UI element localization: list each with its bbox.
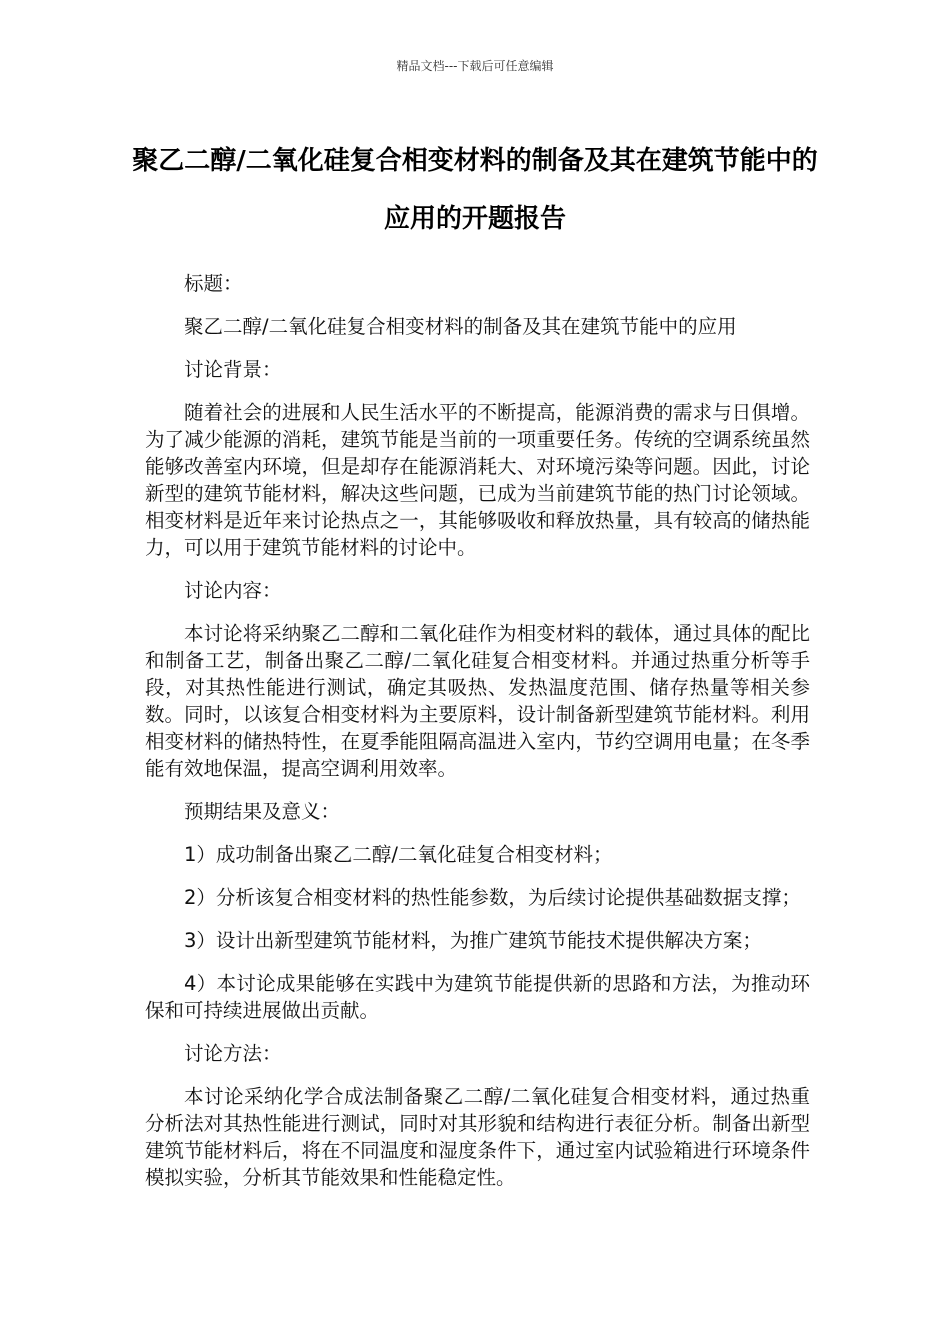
content-text: 本讨论将采纳聚乙二醇和二氧化硅作为相变材料的载体，通过具体的配比和制备工艺，制备出聚乙二醇/二氧化硅复合相变材料。并通过热重分析等手段，对其热性能进行测试，确定其吸热、发热温度范围、储存热量等相关参数。同时，以该复合相变材料为主要原料，设计制备新型建筑节能材料。利用相变材料的储热特性，在夏季能阻隔高温进入室内，节约空调用电量；在冬季能有效地保温，提高空调利用效率。 — [145, 622, 810, 780]
label-title: 标题： — [184, 272, 243, 295]
result-item-2: 2）分析该复合相变材料的热性能参数，为后续讨论提供基础数据支撑； — [184, 886, 801, 909]
result-item-1: 1）成功制备出聚乙二醇/二氧化硅复合相变材料； — [184, 843, 613, 866]
label-background: 讨论背景： — [184, 358, 282, 381]
document-title: 聚乙二醇/二氧化硅复合相变材料的制备及其在建筑节能中的应用的开题报告 — [132, 146, 818, 234]
result-item-3: 3）设计出新型建筑节能材料，为推广建筑节能技术提供解决方案； — [184, 929, 762, 952]
label-expected-results: 预期结果及意义： — [184, 800, 341, 823]
title-text: 聚乙二醇/二氧化硅复合相变材料的制备及其在建筑节能中的应用 — [184, 315, 737, 338]
document-body — [145, 270, 810, 1207]
methods-text: 本讨论采纳化学合成法制备聚乙二醇/二氧化硅复合相变材料，通过热重分析法对其热性能进行测试，同时对其形貌和结构进行表征分析。制备出新型建筑节能材料后，将在不同温度和湿度条件下，通过室内试验箱进行环境条件模拟实验，分析其节能效果和性能稳定性。 — [145, 1085, 810, 1189]
label-methods: 讨论方法： — [184, 1042, 282, 1065]
background-text: 随着社会的进展和人民生活水平的不断提高，能源消费的需求与日俱增。为了减少能源的消耗，建筑节能是当前的一项重要任务。传统的空调系统虽然能够改善室内环境，但是却存在能源消耗大、对环境污染等问题。因此，讨论新型的建筑节能材料，解决这些问题，已成为当前建筑节能的热门讨论领域。相变材料是近年来讨论热点之一，其能够吸收和释放热量，具有较高的储热能力，可以用于建筑节能材料的讨论中。 — [145, 401, 810, 559]
page-header: 精品文档---下载后可任意编辑 — [396, 59, 554, 73]
label-content: 讨论内容： — [184, 579, 282, 602]
result-item-4: 4）本讨论成果能够在实践中为建筑节能提供新的思路和方法，为推动环保和可持续进展做出贡献。 — [145, 972, 810, 1022]
